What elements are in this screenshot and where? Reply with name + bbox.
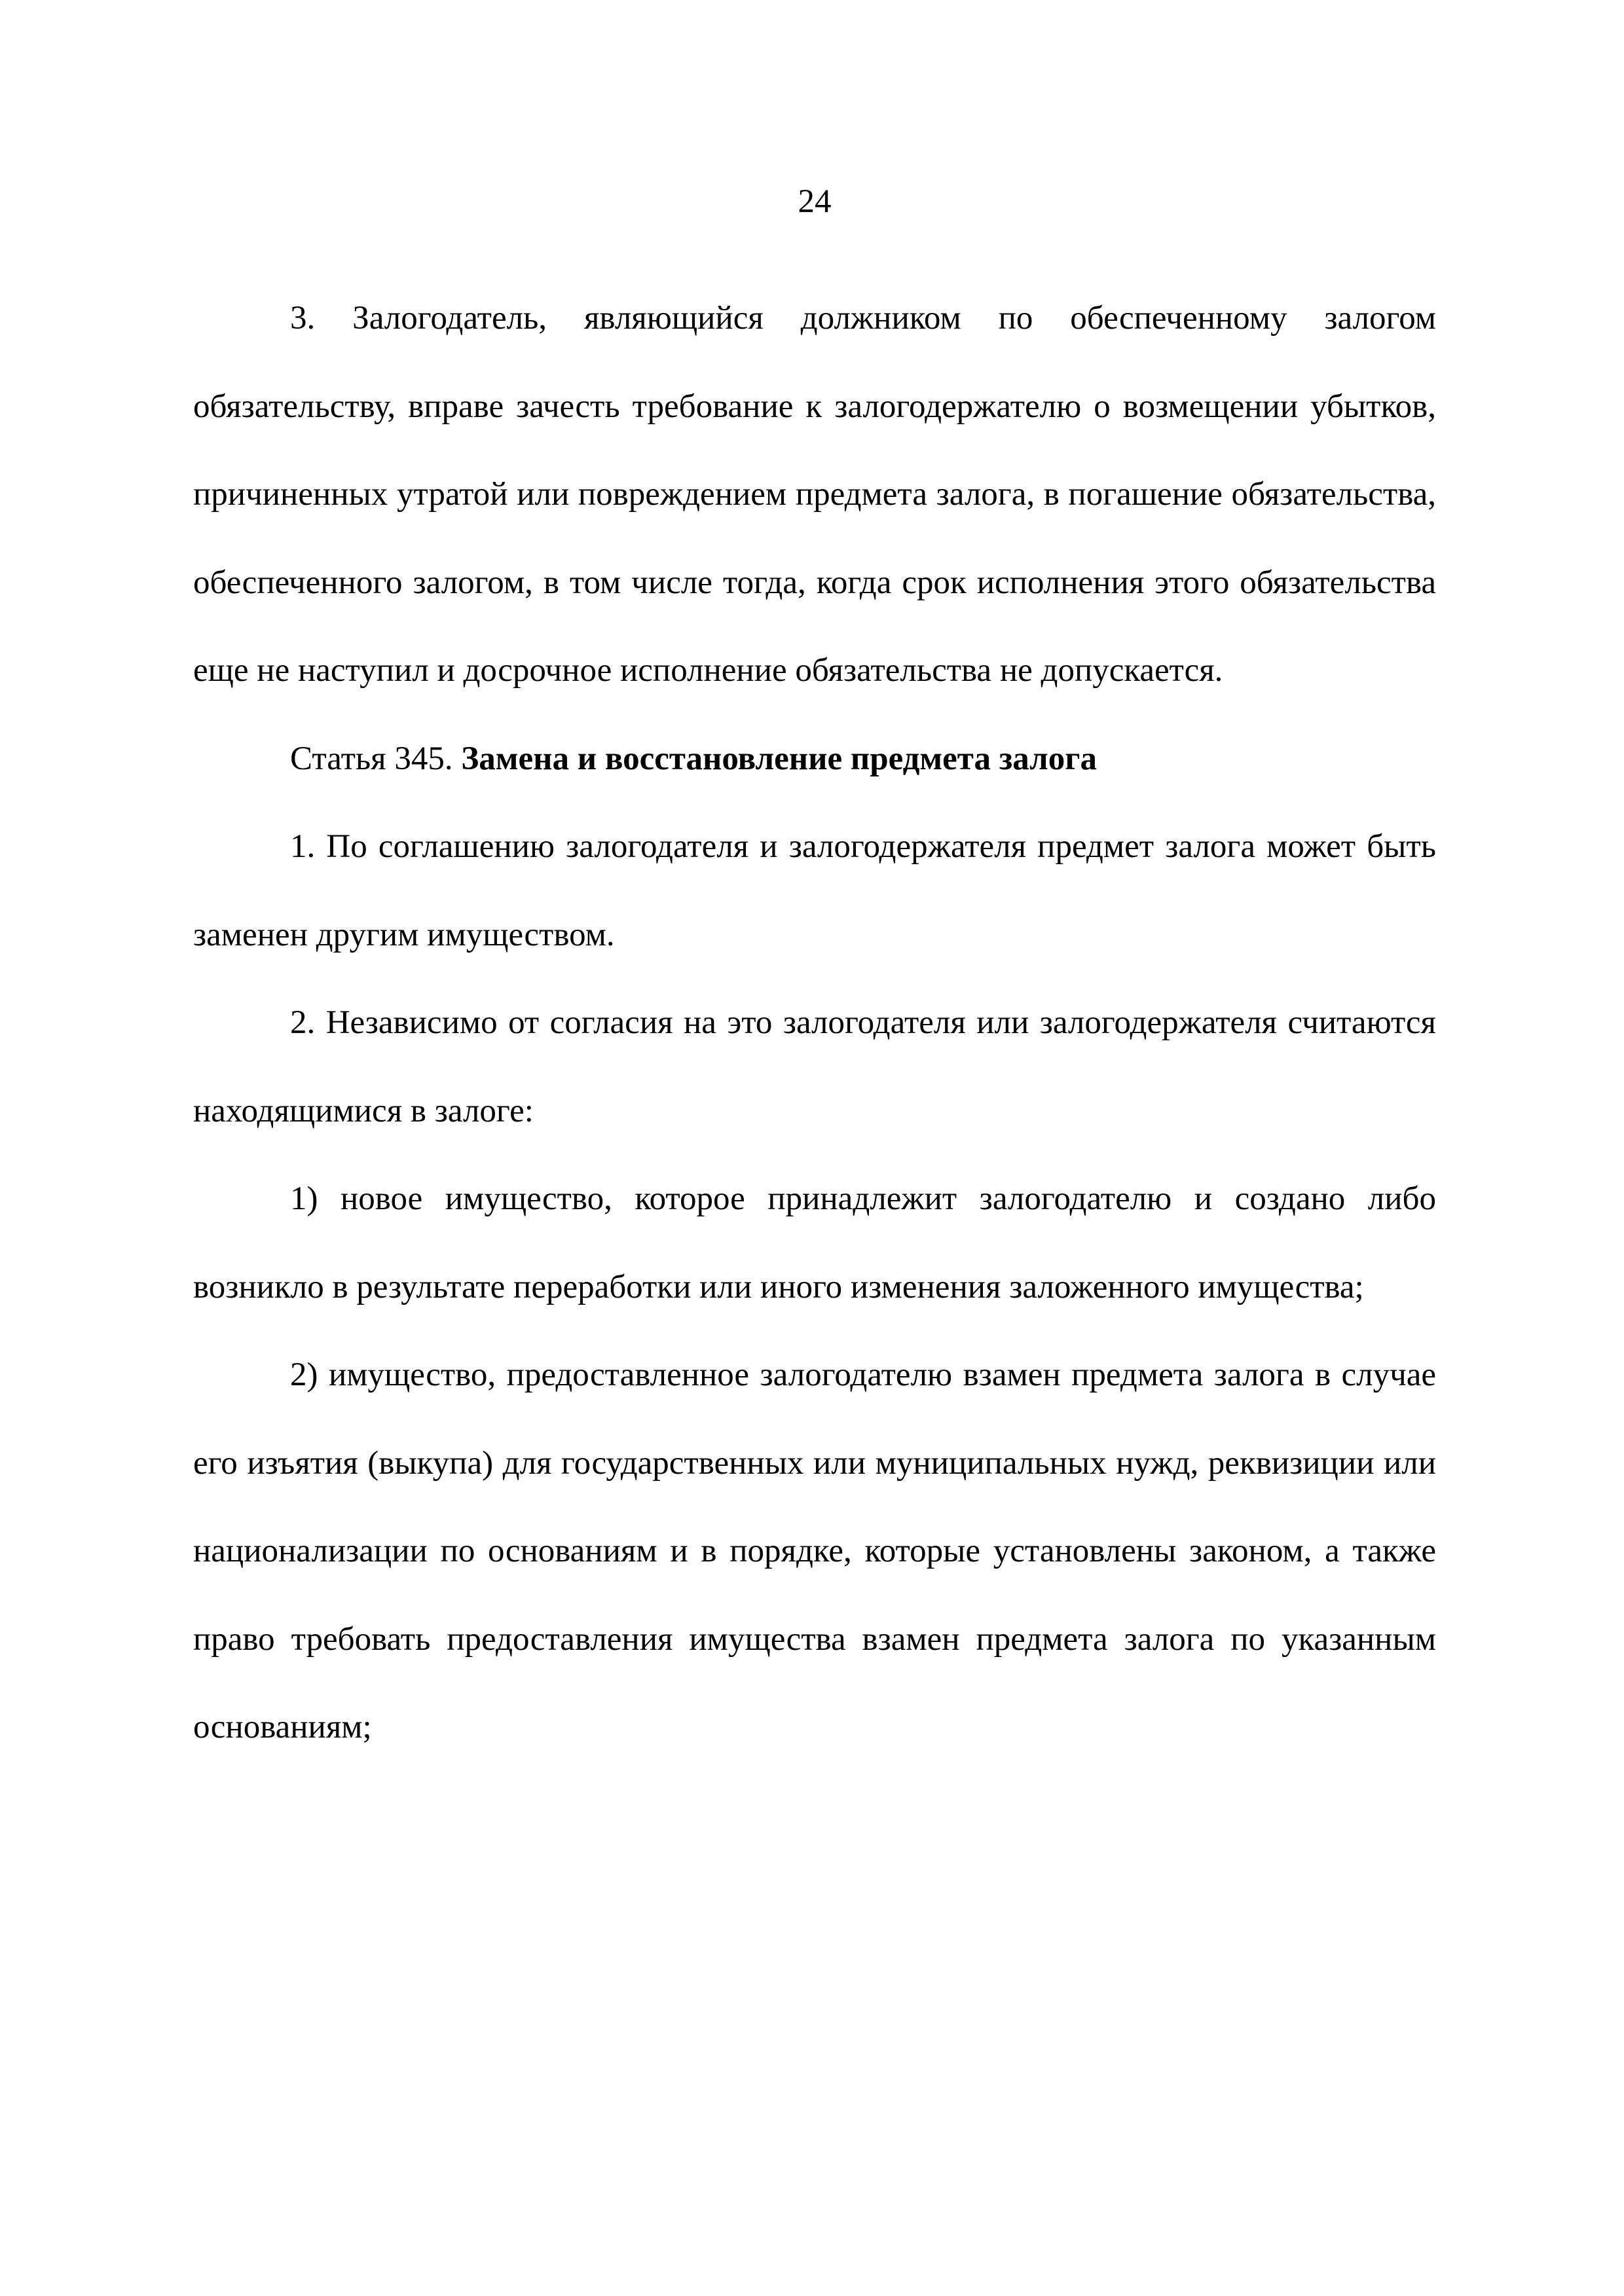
article-heading <box>193 715 1436 803</box>
article-title: Замена и восстановление предмета залога <box>461 740 1097 777</box>
page-number: 24 <box>798 183 832 220</box>
list-item-2: 2) имущество, предоставленное залогодателю взамен предмета залога в случае его изъятия (выкупа) для государственных или муниципальных нужд, реквизиции или национализации по основаниям и в порядке, которые установлены законом, а также право требовать предоставления имущества взамен предмета залога по указанным основаниям; <box>193 1357 1436 1745</box>
article-paragraph-2: 2. Независимо от согласия на это залогодателя или залогодержателя считаются находящимися в залоге: <box>193 1004 1436 1129</box>
list-item-1: 1) новое имущество, которое принадлежит залогодателю и создано либо возникло в результате переработки или иного изменения заложенного имущества; <box>193 1180 1436 1305</box>
article-paragraph-1: 1. По соглашению залогодателя и залогодержателя предмет залога может быть заменен другим имуществом. <box>193 828 1436 953</box>
article-number-label: Статья 345. <box>290 740 453 777</box>
paragraph-3-set-off: 3. Залогодатель, являющийся должником по обеспеченному залогом обязательству, вправе зачесть требование к залогодержателю о возмещении убытков, причиненных утратой или повреждением предмета залога, в погашение обязательства, обеспеченного залогом, в том числе тогда, когда срок исполнения этого обязательства еще не наступил и досрочное исполнение обязательства не допускается. <box>193 300 1436 689</box>
document-body <box>193 274 1436 1772</box>
